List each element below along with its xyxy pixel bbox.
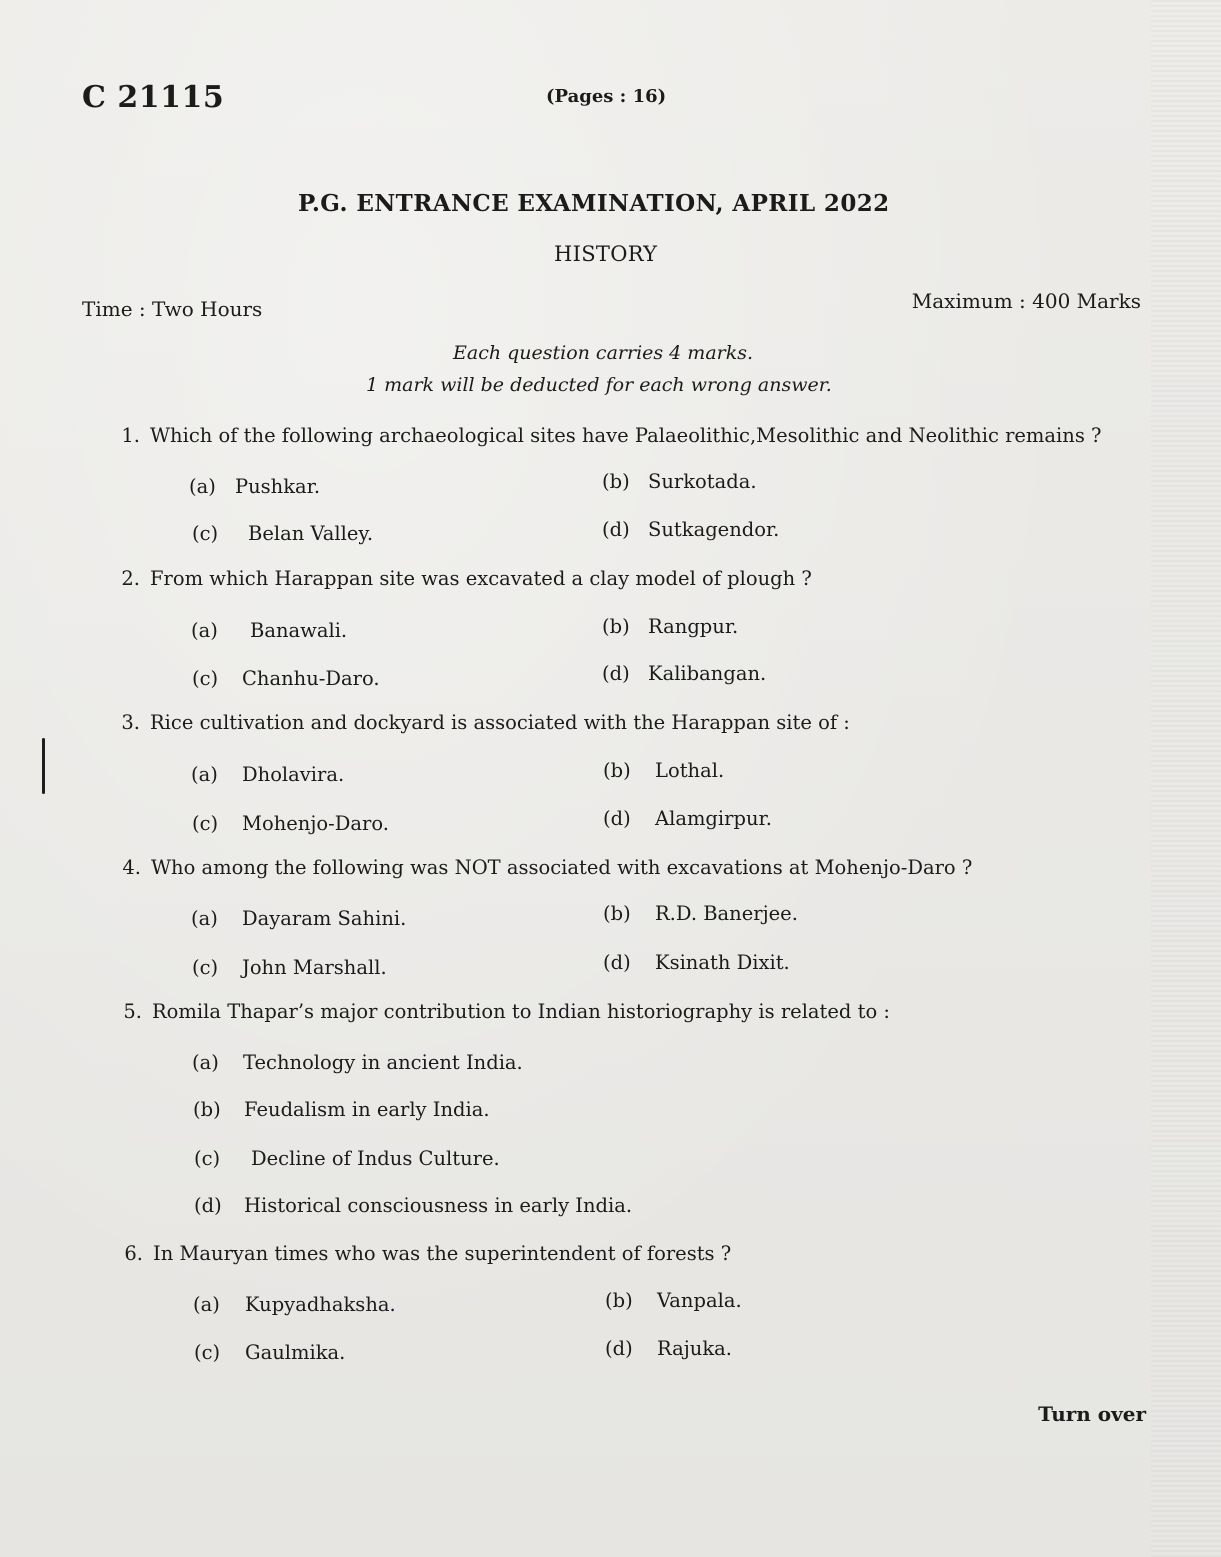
question-2 <box>112 567 812 590</box>
option-text: Banawali. <box>250 619 348 642</box>
option-text: Rajuka. <box>657 1337 733 1360</box>
question-text: Which of the following archaeological sites have Palaeolithic,Mesolithic and Neolithic remains ? <box>150 424 1102 447</box>
option-text: Mohenjo-Daro. <box>242 812 389 835</box>
option-label: (b) <box>603 902 631 925</box>
option-2c <box>192 667 380 690</box>
option-label: (d) <box>602 518 630 541</box>
question-4 <box>113 856 972 879</box>
maximum-marks: Maximum : 400 Marks <box>911 289 1141 313</box>
option-text: R.D. Banerjee. <box>655 902 798 925</box>
question-number: 2. <box>121 567 140 590</box>
option-text: Surkotada. <box>648 470 757 493</box>
option-2a <box>191 619 347 642</box>
option-6d <box>605 1337 732 1360</box>
question-text: From which Harappan site was excavated a clay model of plough ? <box>150 567 812 590</box>
paper-code: C 21115 <box>82 80 225 115</box>
option-5a <box>192 1051 523 1074</box>
option-1d <box>602 518 779 541</box>
option-label: (b) <box>193 1098 221 1121</box>
option-label: (a) <box>191 763 218 786</box>
option-2d <box>602 662 766 685</box>
option-text: Kupyadhaksha. <box>245 1293 396 1316</box>
option-label: (b) <box>605 1289 633 1312</box>
option-2b <box>602 615 738 638</box>
option-label: (a) <box>191 619 218 642</box>
question-number: 6. <box>124 1242 143 1265</box>
option-label: (a) <box>193 1293 220 1316</box>
question-number: 5. <box>123 1000 142 1023</box>
option-1a <box>189 475 320 498</box>
option-text: Pushkar. <box>235 475 321 498</box>
option-label: (c) <box>192 522 219 545</box>
option-6a <box>193 1293 396 1316</box>
question-text: Rice cultivation and dockyard is associated with the Harappan site of : <box>150 711 850 734</box>
instruction-marks: Each question carries 4 marks. <box>453 342 754 364</box>
question-5 <box>114 1000 890 1023</box>
option-1b <box>602 470 757 493</box>
option-label: (d) <box>602 662 630 685</box>
option-3c <box>192 812 389 835</box>
option-text: Sutkagendor. <box>648 518 780 541</box>
exam-title: P.G. ENTRANCE EXAMINATION, APRIL 2022 <box>298 190 890 217</box>
option-label: (c) <box>194 1341 221 1364</box>
option-text: Kalibangan. <box>648 662 767 685</box>
option-label: (d) <box>605 1337 633 1360</box>
option-3b <box>603 759 724 782</box>
option-text: Dholavira. <box>242 763 345 786</box>
option-label: (b) <box>603 759 631 782</box>
question-3 <box>112 711 850 734</box>
option-label: (a) <box>189 475 216 498</box>
option-label: (a) <box>191 907 218 930</box>
option-4c <box>192 956 387 979</box>
question-number: 4. <box>122 856 141 879</box>
option-5d <box>194 1194 632 1217</box>
option-label: (b) <box>602 615 630 638</box>
option-6b <box>605 1289 742 1312</box>
option-text: Decline of Indus Culture. <box>251 1147 500 1170</box>
option-text: Lothal. <box>655 759 725 782</box>
margin-pen-mark <box>42 738 45 794</box>
option-label: (a) <box>192 1051 219 1074</box>
time-allowed: Time : Two Hours <box>82 297 263 321</box>
paper-edge-texture <box>1151 0 1221 1557</box>
question-number: 1. <box>121 424 140 447</box>
option-label: (c) <box>192 956 219 979</box>
option-label: (d) <box>603 807 631 830</box>
option-4d <box>603 951 790 974</box>
question-text: Who among the following was NOT associated with excavations at Mohenjo-Daro ? <box>151 856 973 879</box>
question-text: Romila Thapar’s major contribution to Indian historiography is related to : <box>152 1000 890 1023</box>
option-5b <box>193 1098 490 1121</box>
option-1c <box>192 522 373 545</box>
option-text: Rangpur. <box>648 615 739 638</box>
option-label: (c) <box>192 812 219 835</box>
option-5c <box>194 1147 500 1170</box>
page-count: (Pages : 16) <box>546 86 667 107</box>
option-text: Technology in ancient India. <box>243 1051 523 1074</box>
option-text: John Marshall. <box>242 956 387 979</box>
option-text: Gaulmika. <box>245 1341 346 1364</box>
option-4a <box>191 907 406 930</box>
question-text: In Mauryan times who was the superintendent of forests ? <box>153 1242 732 1265</box>
option-3a <box>191 763 344 786</box>
option-text: Feudalism in early India. <box>244 1098 490 1121</box>
option-label: (d) <box>194 1194 222 1217</box>
option-label: (c) <box>192 667 219 690</box>
option-text: Belan Valley. <box>248 522 374 545</box>
option-text: Dayaram Sahini. <box>242 907 407 930</box>
option-label: (c) <box>194 1147 221 1170</box>
question-number: 3. <box>121 711 140 734</box>
option-3d <box>603 807 772 830</box>
option-label: (b) <box>602 470 630 493</box>
option-6c <box>194 1341 345 1364</box>
option-label: (d) <box>603 951 631 974</box>
question-6 <box>115 1242 731 1265</box>
option-text: Historical consciousness in early India. <box>244 1194 633 1217</box>
instruction-negative: 1 mark will be deducted for each wrong answer. <box>366 374 832 396</box>
turn-over-note: Turn over <box>1038 1402 1146 1426</box>
subject-title: HISTORY <box>554 242 658 266</box>
option-text: Vanpala. <box>657 1289 742 1312</box>
option-text: Ksinath Dixit. <box>655 951 790 974</box>
option-text: Chanhu-Daro. <box>242 667 380 690</box>
option-text: Alamgirpur. <box>655 807 772 830</box>
question-1 <box>112 424 1102 447</box>
option-4b <box>603 902 798 925</box>
